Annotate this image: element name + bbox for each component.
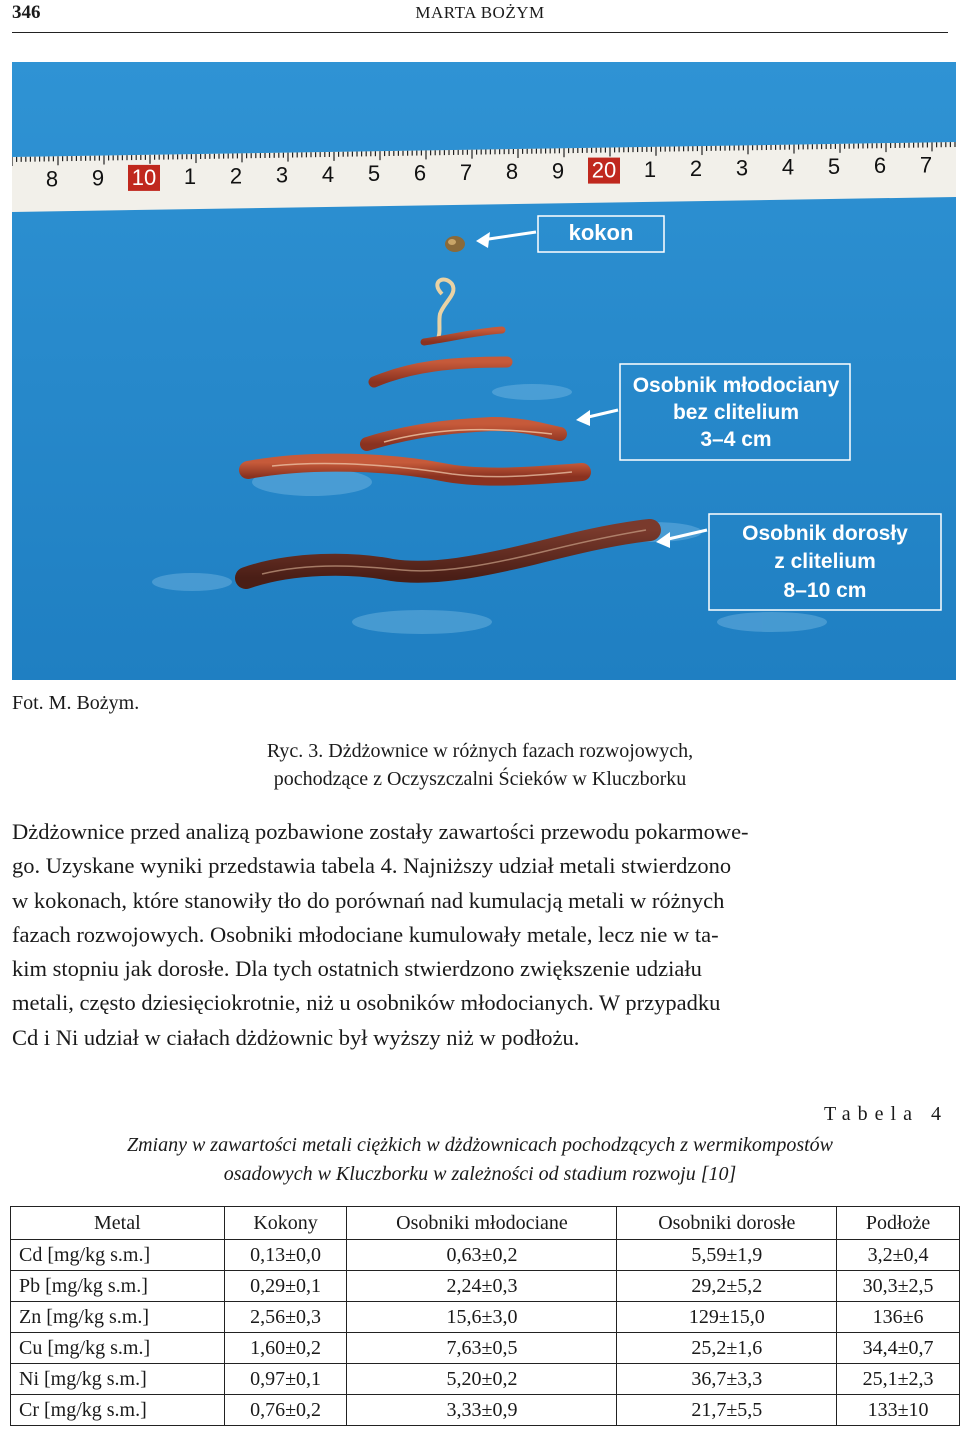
ruler-number: 2 — [229, 163, 243, 189]
cell: 21,7±5,5 — [617, 1395, 837, 1426]
cocoon — [445, 236, 465, 252]
svg-text:kokon: kokon — [568, 220, 634, 245]
cell: 0,13±0,0 — [224, 1240, 347, 1271]
table-label: Tabela 4 — [823, 1103, 948, 1125]
ruler-number: 3 — [275, 162, 289, 188]
ruler-number: 4 — [321, 161, 335, 187]
svg-text:3–4 cm: 3–4 cm — [700, 428, 772, 451]
cell: 29,2±5,2 — [617, 1271, 837, 1302]
table-title — [0, 1131, 960, 1189]
cell-metal: Pb [mg/kg s.m.] — [11, 1271, 225, 1302]
caption-line: Ryc. 3. Dżdżownice w różnych fazach rozwojowych, — [266, 740, 694, 762]
text-line: go. Uzyskane wyniki przedstawia tabela 4. Najniższy udział metali stwierdzono — [12, 853, 732, 879]
cell: 129±15,0 — [617, 1302, 837, 1333]
earthworm-photo — [12, 62, 956, 680]
cell-metal: Cr [mg/kg s.m.] — [11, 1395, 225, 1426]
table-row — [11, 1395, 960, 1426]
cell-metal: Zn [mg/kg s.m.] — [11, 1302, 225, 1333]
svg-text:Osobnik dorosły: Osobnik dorosły — [742, 522, 908, 545]
cell: 0,97±0,1 — [224, 1364, 347, 1395]
cell: 0,76±0,2 — [224, 1395, 347, 1426]
cell: 3,2±0,4 — [837, 1240, 960, 1271]
ruler-number: 1 — [183, 164, 197, 190]
svg-text:bez clitelium: bez clitelium — [672, 401, 800, 424]
cell: 136±6 — [837, 1302, 960, 1333]
cell: 0,29±0,1 — [224, 1271, 347, 1302]
ruler-number: 5 — [827, 153, 841, 179]
header-rule — [12, 32, 948, 33]
cell: 2,24±0,3 — [347, 1271, 617, 1302]
table-row — [11, 1240, 960, 1271]
running-author: MARTA BOŻYM — [415, 3, 545, 22]
body-paragraph — [12, 815, 948, 1055]
ruler-number: 6 — [873, 153, 887, 179]
text-line: metali, często dziesięciokrotnie, niż u osobników młodocianych. W przypadku — [12, 990, 721, 1016]
text-line: Dżdżownice przed analizą pozbawione zostały zawartości przewodu pokarmowe- — [12, 819, 749, 844]
table-title-line: Zmiany w zawartości metali ciężkich w dżdżownicach pochodzących z wermikompostów — [126, 1134, 834, 1156]
cell: 0,63±0,2 — [347, 1240, 617, 1271]
ruler-number: 8 — [45, 166, 59, 192]
page-number: 346 — [12, 2, 41, 23]
ruler-number: 4 — [781, 154, 795, 180]
svg-text:z clitelium: z clitelium — [774, 550, 876, 573]
ruler-number: 2 — [689, 156, 703, 182]
ruler-number: 20 — [591, 157, 617, 183]
table-header-row — [11, 1207, 960, 1240]
text-line: w kokonach, które stanowiły tło do porównań nad kumulacją metali w różnych — [12, 887, 725, 913]
col-header-metal: Metal — [11, 1207, 225, 1240]
caption-line: pochodzące z Oczyszczalni Ścieków w Kluczborku — [273, 768, 687, 790]
text-line: kim stopniu jak dorosłe. Dla tych ostatnich stwierdzono zwiększenie udziału — [12, 956, 702, 982]
cell: 3,33±0,9 — [347, 1395, 617, 1426]
text-line: fazach rozwojowych. Osobniki młodociane kumulowały metale, lecz nie w ta- — [12, 921, 719, 947]
cell: 34,4±0,7 — [837, 1333, 960, 1364]
table-row — [11, 1271, 960, 1302]
table-title-line: osadowych w Kluczborku w zależności od stadium rozwoju [10] — [223, 1163, 737, 1185]
ruler-number: 5 — [367, 161, 381, 187]
cell: 15,6±3,0 — [347, 1302, 617, 1333]
cell-metal: Cd [mg/kg s.m.] — [11, 1240, 225, 1271]
cell: 5,20±0,2 — [347, 1364, 617, 1395]
cell: 30,3±2,5 — [837, 1271, 960, 1302]
cell: 1,60±0,2 — [224, 1333, 347, 1364]
cell: 25,2±1,6 — [617, 1333, 837, 1364]
photo-credit: Fot. M. Bożym. — [12, 692, 140, 714]
svg-text:Osobnik młodociany: Osobnik młodociany — [632, 374, 840, 397]
cell: 2,56±0,3 — [224, 1302, 347, 1333]
metals-table — [10, 1206, 960, 1426]
figure-caption — [0, 737, 960, 793]
col-header-substrate: Podłoże — [837, 1207, 960, 1240]
cell-metal: Ni [mg/kg s.m.] — [11, 1364, 225, 1395]
ruler-number: 3 — [735, 155, 749, 181]
text-line: Cd i Ni udział w ciałach dżdżownic był wyższy niż w podłożu. — [12, 1024, 580, 1050]
col-header-adults: Osobniki dorosłe — [617, 1207, 837, 1240]
ruler-number: 9 — [551, 158, 565, 184]
ruler-number: 10 — [131, 164, 157, 190]
ruler-number: 1 — [643, 156, 657, 182]
cell: 5,59±1,9 — [617, 1240, 837, 1271]
cell-metal: Cu [mg/kg s.m.] — [11, 1333, 225, 1364]
ruler-number: 8 — [505, 159, 519, 185]
ruler-number: 7 — [919, 152, 933, 178]
cell: 133±10 — [837, 1395, 960, 1426]
col-header-cocoons: Kokony — [224, 1207, 347, 1240]
ruler-number: 9 — [91, 165, 105, 191]
ruler-number: 7 — [459, 159, 473, 185]
col-header-juveniles: Osobniki młodociane — [347, 1207, 617, 1240]
page-header — [12, 2, 948, 30]
ruler-number: 6 — [413, 160, 427, 186]
svg-text:8–10 cm: 8–10 cm — [783, 579, 867, 602]
table-row — [11, 1302, 960, 1333]
cell: 7,63±0,5 — [347, 1333, 617, 1364]
table-row — [11, 1364, 960, 1395]
cell: 36,7±3,3 — [617, 1364, 837, 1395]
table-row — [11, 1333, 960, 1364]
cell: 25,1±2,3 — [837, 1364, 960, 1395]
